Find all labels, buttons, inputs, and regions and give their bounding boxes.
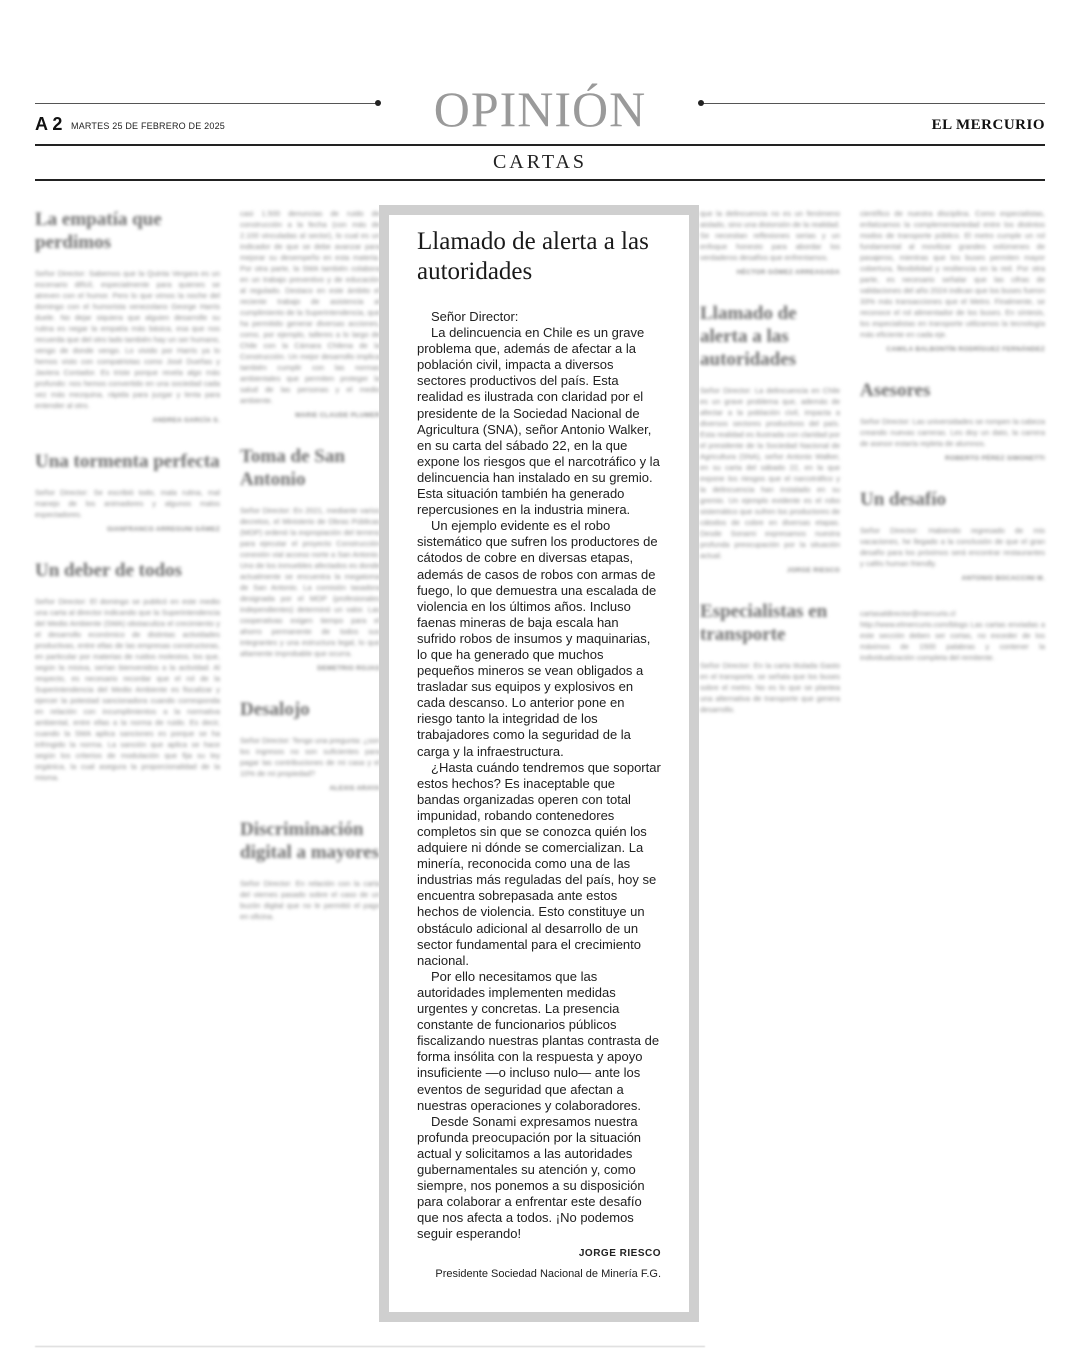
bg-signature: MARIE CLAUDE PLUMER xyxy=(295,412,380,419)
bg-signature: CAMILA BALBONTÍN RODRÍGUEZ FERNÁNDEZ xyxy=(886,346,1045,353)
bg-headline: Un desafío xyxy=(860,489,947,510)
letter-paragraph: Un ejemplo evidente es el robo sistemático que sufren los productores de cátodos de cobre en diversas etapas, además de casos de robos con armas de fuego, lo que demuestra una escalada de violencia en los últimos años. Incluso faenas mineras de baja escala han sufrido robos de insumos y maquinarias, lo que ha generado que muchos pequeños mineros se vean obligados a trasladar sus equipos y explosivos en cada descanso. Lo anterior pone en riesgo tanto la integridad de los trabajadores como la seguridad de la carga y la infraestructura. xyxy=(417,518,658,759)
bg-signature: ANTONIO BOCACCINI M. xyxy=(961,575,1045,582)
subsection-title: CARTAS xyxy=(492,151,588,173)
bg-headline: Llamado de alerta a las autoridades xyxy=(700,303,797,370)
bg-letter-text: Señor Director: Se escribió todo, mala rutina, mal manejo de los animadores y algunos malos espectadores. xyxy=(35,488,220,519)
bg-contact-text: cartasaldirector@mercurio.cl http://www.elmercurio.com/blogs Las cartas enviadas a este sección deben ser cortas, no exceder de los máximos de 1500 palabras y contener la individualización completa del remitente. xyxy=(860,609,1045,662)
bg-letter-text: casi 1.500 denuncias de ruido de construcción a la fecha (con más de 2.100 vinculadas al sector), lo cual es un indicador de que se debe avanzar para mejorar su desempeño en esta materia. Por otra parte, la SMA también colabora en un trabajo preventivo y de educación al regulado. Destaco en este ámbito el reciente trabajo de asistencia al cumplimiento de la Superintendencia, que ha permitido generar diversas acciones, como, por ejemplo, talleres a lo largo de Chile con la Cámara Chilena de la Construcción. Un mejor desarrollo implica también cumplir con las normas ambientales que permiten proteger la salud de las personas y el medio ambiente. xyxy=(240,209,380,405)
letter-title: Llamado de alerta a las autoridades xyxy=(417,228,649,285)
letter-paragraph: La delincuencia en Chile es un grave problema que, además de afectar a la población civil, impacta a diversos sectores productivos del país. Esta realidad es ilustrada con claridad por el presidente de la Sociedad Nacional de Agricultura (SNA), señor Antonio Walker, en su carta del sábado 22, en la que expone los riesgos que el narcotráfico y la delincuencia han instalado en su gremio. Esta situación también ha generado repercusiones en la industria minera. xyxy=(417,325,660,518)
bg-letter-text: Señor Director: Tengo una pregunta: ¿son los ingresos no son suficientes para pagar las contribuciones de mi casa y el 10% de mi propiedad? xyxy=(240,736,380,778)
background-column-4 xyxy=(860,208,1045,1328)
bg-signature: JORGE RIESCO xyxy=(786,567,840,574)
page-number: A 2 xyxy=(35,114,63,134)
bg-headline: Un deber de todos xyxy=(35,560,182,581)
subsection-rule xyxy=(35,179,1045,181)
bg-signature: ANDREA GARCÍA S. xyxy=(152,417,220,424)
page-date: MARTES 25 DE FEBRERO DE 2025 xyxy=(71,121,225,131)
bg-letter-text: Señor Director: Las universidades se rompen la cabeza creando nuevas carreras. Les doy un dato, la carrera de asesor estaría repleta de alumnos. xyxy=(860,417,1045,448)
bg-signature: DEMETRIO ROJAS xyxy=(317,665,380,672)
bg-letter-text: que la delincuencia no es un fenómeno aislado, sino una distorsión de la realidad. Se necesitan reflexiones serias y un enfoque honesto para abordar los verdaderos desafíos que enfrentamos. xyxy=(700,209,840,262)
letter-body xyxy=(417,309,661,1282)
featured-letter-card xyxy=(389,215,689,1312)
newspaper-name: EL MERCURIO xyxy=(931,117,1045,133)
background-column-3 xyxy=(700,208,840,1328)
bg-signature: ROBERTO PÉREZ SIMONETTI xyxy=(945,455,1045,462)
page-bottom-rule xyxy=(35,1346,705,1347)
bg-headline: La empatía que perdimos xyxy=(35,209,162,253)
bg-letter-text: Señor Director: La delincuencia en Chile es un grave problema que, además de afectar a la población civil, impacta a diversos sectores productivos del país. Esta realidad es ilustrada con claridad por el presidente de la Sociedad Nacional de Agricultura (SNA), señor Antonio Walker, en su carta del sábado 22, en la que expone los riesgos que el narcotráfico y la delincuencia han instalado en su gremio. Un ejemplo evidente es el robo sistemático que sufren los productores de cátodos de cobre en diversas etapas. Desde Sonami expresamos nuestra profunda preocupación por la situación actual. xyxy=(700,386,840,560)
bg-headline: Asesores xyxy=(860,380,931,401)
section-title: OPINIÓN xyxy=(433,81,647,137)
bg-signature: ALEXIS ARAYA xyxy=(329,785,380,792)
masthead-bottom-rule xyxy=(35,144,1045,146)
bg-letter-text: Señor Director: Sabemos que la Quinta Vergara es un escenario difícil, especialmente para quienes se atreven con el humor. Pero lo que vimos la noche del domingo con el humorista venezolano George Harris duele. No dejar siquiera que alguien desarrolle su rutina es negar la empatía más básica, esa que nos recuerda que del otro lado también hay un ser humano, vengo de donde vengo. Lo vivido por Harris ya lo hemos visto con compatriotas como José Dueñas y Javiera Contador. Es triste porque revela algo más profundo: nos hemos convertido en una sociedad cada vez más mezquina, rápida para juzgar y lenta para entender al otro. xyxy=(35,269,220,410)
bg-letter-text: Señor Director: En 2021, mediante varios decretos, el Ministerio de Obras Públicas (MOP) ordenó la expropiación del terreno para ejecutar el proyecto Construcción conexión vial acceso norte a San Antonio. Uno de los inmuebles afectados es donde actualmente se encuentra la megatoma de San Antonio. La comisión tasadora designada por el MOP (profesionales independientes) determinó un valor. Las cooperativas exigen tiempo para el ahorro permanente de todos sus integrantes y una estructura legal, lo que altamente improbable que ocurra. xyxy=(240,506,380,658)
letter-paragraph: Desde Sonami expresamos nuestra profunda preocupación por la situación actual y solicitamos a las autoridades gubernamentales su atención y, como siempre, nos ponemos a su disposición para colaborar a enfrentar este desafío que nos afecta a todos. ¡No podemos seguir esperando! xyxy=(417,1113,645,1242)
bg-letter-text: Señor Director: Habiendo regresado de mis vacaciones, he llegado a la conclusión de que el gran desafío para los próximos será encontrar restaurantes y cafés human friendly. xyxy=(860,526,1045,568)
letter-signature: JORGE RIESCO xyxy=(578,1248,661,1260)
bg-signature: GIANFRANCO ARREGUNI GÁMEZ xyxy=(106,526,220,533)
letter-paragraph: Por ello necesitamos que las autoridades implementen medidas urgentes y concretas. La presencia constante de funcionarios públicos fiscalizando nuestras plantas contrasta de forma insólita con la respuesta y apoyo insuficiente —o incluso nulo— ante los eventos de seguridad que afectan a nuestras operaciones y colaboradores. xyxy=(417,968,660,1113)
bg-letter-text: científico de nuestra disciplina. Como especialistas, enfatizamos la complementariedad entre los distintos modos de transporte público. El metro cumple un rol fundamental al movilizar grandes volúmenes de pasajeros, mientras que los buses permiten mayor cobertura, flexibilidad y resiliencia en la red. Por otra parte, es necesario señalar que las cifras de validaciones del año 2024 indican que los buses fueron 33% más transacciones que el Metro. Finalmente, se reconoce el rol alimentador de los buses. En síntesis, los especialistas en transporte utilizamos la tecnología más eficiente en cada eje. xyxy=(860,209,1045,339)
bg-letter-text: Señor Director: En relación con la carta del viernes pasado sobre el caso de un buzón digital que no le permitió el pago en oficina. xyxy=(240,879,380,921)
letter-paragraph: ¿Hasta cuándo tendremos que soportar estos hechos? Es inaceptable que bandas organizadas operen con total impunidad, robando contenedores completos sin que se conozca quién los adquiere ni dónde se comercializan. La minería, reconocida como una de las industrias más reguladas del país, hoy se encuentra sobrepasada ante estos hechos de violencia. Esto constituye un obstáculo adicional al desarrollo de un sector fundamental para el crecimiento nacional. xyxy=(417,759,661,968)
bg-signature: HÉCTOR GÓMEZ ARREAGADA xyxy=(736,269,840,276)
background-column-2 xyxy=(240,208,380,1328)
bg-headline: Especialistas en transporte xyxy=(700,601,828,645)
letter-salutation: Señor Director: xyxy=(431,309,519,324)
bg-headline: Desalojo xyxy=(240,699,310,720)
bg-letter-text: Señor Director: El domingo se publicó en este medio una carta al director indicando que la Superintendencia del Medio Ambiente (SMA) obstaculiza el crecimiento y el desarrollo económico de distintas actividades productivas, entre ellas de las empresas constructoras, en particular por materias de ruidos molestos, los que, según la misiva, serían bienvenidos a la actividad. Al respecto, es necesario recordar que el rol de la Superintendencia del Medio Ambiente es fiscalizar y ejercer la potestad sancionadora cuando corresponda en relación con incumplimientos a la normativa ambiental, entre ellas a la norma de ruido. Es decir, cuando la SMA aplica sanciones es porque se ha infringido la norma. La sanción que aplica se hace según los criterios de modulación que fija su ley orgánica, la cual asegura la proporcionalidad de la misma. xyxy=(35,597,220,782)
background-column-1 xyxy=(35,208,220,1328)
letter-signature-title: Presidente Sociedad Nacional de Minería F.G. xyxy=(435,1267,661,1280)
bg-letter-text: Señor Director: En la carta titulada Gasto en el transporte, se señala que los buses sobre el metro. No es lo que se plantea una alternativa de transporte que genera desarrollo. xyxy=(700,661,840,714)
bg-headline: Una tormenta perfecta xyxy=(35,451,220,472)
bg-headline: Discriminación digital a mayores xyxy=(240,819,379,863)
bg-headline: Toma de San Antonio xyxy=(240,446,345,490)
